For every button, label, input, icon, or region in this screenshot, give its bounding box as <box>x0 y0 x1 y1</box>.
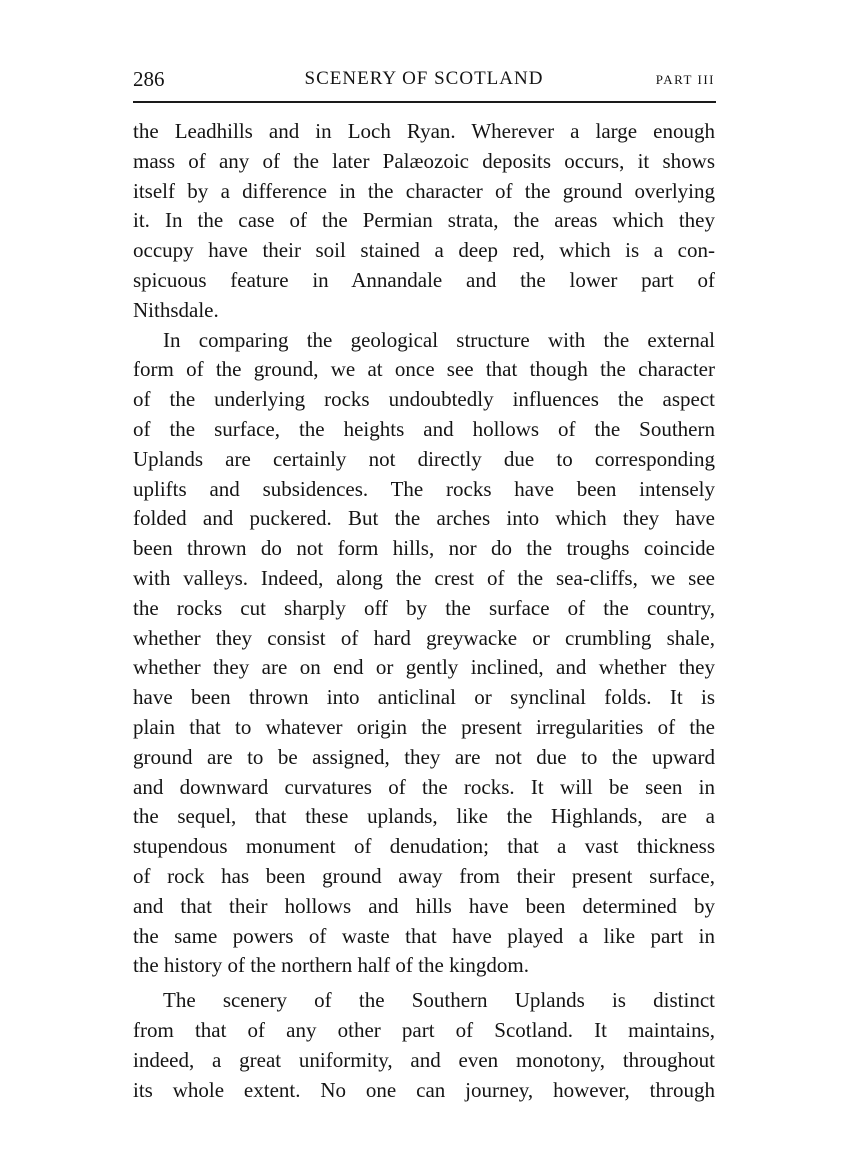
text-line: mass of any of the later Palæozoic deposits occurs, it shows <box>133 148 715 173</box>
text-line: the sequel, that these uplands, like the Highlands, are a <box>133 804 715 829</box>
text-line: itself by a difference in the character of the ground overlying <box>133 178 715 203</box>
paragraph <box>133 986 715 1105</box>
text-line: the rocks cut sharply off by the surface of the country, <box>133 595 715 620</box>
text-line: whether they are on end or gently inclined, and whether they <box>133 655 715 680</box>
text-line: whether they consist of hard greywacke or crumbling shale, <box>133 625 715 650</box>
text-line: have been thrown into anticlinal or synclinal folds. It is <box>133 685 715 710</box>
paragraph <box>133 117 715 326</box>
part-label: PART III <box>655 72 715 87</box>
text-line: uplifts and subsidences. The rocks have been intensely <box>133 476 715 501</box>
running-header <box>133 64 715 94</box>
text-line: plain that to whatever origin the present irregularities of the <box>133 714 715 739</box>
text-line: stupendous monument of denudation; that a vast thickness <box>133 834 715 859</box>
text-line: of the underlying rocks undoubtedly influences the aspect <box>133 387 715 412</box>
text-line: from that of any other part of Scotland. It maintains, <box>133 1017 715 1042</box>
text-line: been thrown do not form hills, nor do the troughs coincide <box>133 536 715 561</box>
page-number: 286 <box>133 67 165 91</box>
running-title: SCENERY OF SCOTLAND <box>304 68 544 89</box>
paragraph <box>133 326 715 982</box>
text-line: with valleys. Indeed, along the crest of the sea-cliffs, we see <box>133 565 715 590</box>
text-line: the Leadhills and in Loch Ryan. Wherever a large enough <box>133 119 715 143</box>
text-line: spicuous feature in Annandale and the lower part of <box>133 267 715 292</box>
text-line: In comparing the geological structure with the external <box>163 327 715 352</box>
text-line: and that their hollows and hills have been determined by <box>133 893 715 918</box>
text-line: folded and puckered. But the arches into which they have <box>133 506 715 531</box>
text-line: the history of the northern half of the kingdom. <box>133 953 529 978</box>
text-line: it. In the case of the Permian strata, the areas which they <box>133 208 715 233</box>
text-line: and downward curvatures of the rocks. It will be seen in <box>133 774 715 799</box>
text-line: form of the ground, we at once see that though the character <box>133 357 715 382</box>
text-line: The scenery of the Southern Uplands is distinct <box>163 988 715 1013</box>
text-line: ground are to be assigned, they are not due to the upward <box>133 744 715 769</box>
body-text <box>133 117 715 1105</box>
header-rule <box>133 101 716 103</box>
text-line: its whole extent. No one can journey, however, through <box>133 1077 715 1102</box>
text-line: of rock has been ground away from their present surface, <box>133 863 715 888</box>
text-line: occupy have their soil stained a deep red, which is a con- <box>133 238 715 263</box>
text-line: the same powers of waste that have played a like part in <box>133 923 715 948</box>
text-line: Uplands are certainly not directly due to corresponding <box>133 446 715 471</box>
text-line: of the surface, the heights and hollows of the Southern <box>133 416 715 441</box>
text-line: Nithsdale. <box>133 297 219 322</box>
text-line: indeed, a great uniformity, and even monotony, throughout <box>133 1047 715 1072</box>
